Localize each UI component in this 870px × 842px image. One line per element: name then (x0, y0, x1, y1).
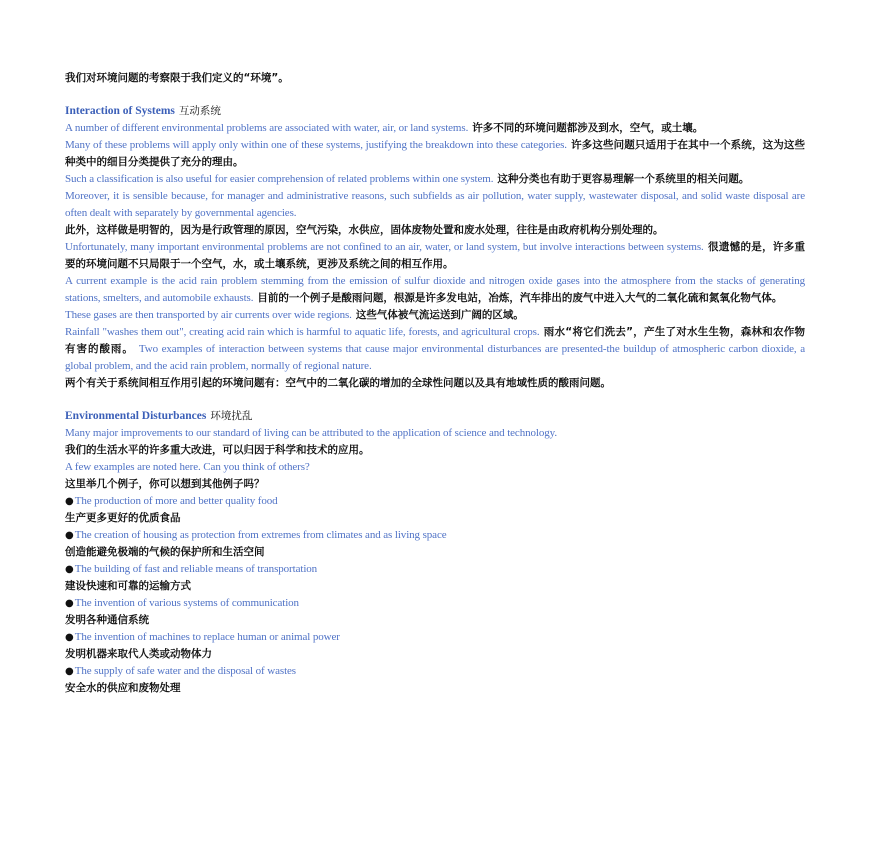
section1-title-cn: 互动系统 (178, 105, 221, 117)
list-item-cn: 发明机器来取代人类或动物体力 (65, 648, 212, 660)
list-item-cn: 创造能避免极端的气候的保护所和生活空间 (65, 546, 265, 558)
paragraph-en: Many major improvements to our standard of living can be attributed to the application of science and technology. (65, 427, 558, 439)
list-item-cn: 发明各种通信系统 (65, 614, 149, 626)
list-item-en: The production of more and better quality food (74, 495, 278, 507)
section2-title-cn: 环境扰乱 (210, 410, 253, 422)
list-item (65, 594, 805, 612)
paragraph-en: Such a classification is also useful for easier comprehension of related problems within one system. (65, 173, 494, 185)
paragraph-cn: 两个有关于系统间相互作用引起的环境问题有：空气中的二氧化碳的增加的全球性问题以及具有地域性质的酸雨问题。 (65, 377, 611, 389)
paragraph-en: A few examples are noted here. Can you think of others? (65, 461, 310, 473)
list-item-en: The invention of machines to replace human or animal power (74, 631, 340, 643)
document-page (65, 70, 805, 696)
paragraph (65, 475, 805, 492)
paragraph (65, 374, 805, 391)
paragraph (65, 458, 805, 475)
list-item-cn: 安全水的供应和废物处理 (65, 682, 181, 694)
paragraph-cn: 这里举几个例子，你可以想到其他例子吗？ (65, 478, 265, 490)
paragraph-en: Many of these problems will apply only within one of these systems, justifying the breakdown into these categories. (65, 139, 567, 151)
paragraph (65, 441, 805, 458)
bullet-list (65, 492, 805, 696)
paragraph-cn: 很遗憾的是，许多重要的环境问题不只局限于一个空气，水，或土壤系统，更涉及系统之间的相互作用。 (65, 241, 806, 270)
list-item-en: The creation of housing as protection from extremes from climates and as living space (74, 529, 447, 541)
list-item-cn: 建设快速和可靠的运输方式 (65, 580, 191, 592)
list-item (65, 662, 805, 680)
paragraph-en: These gases are then transported by air currents over wide regions. (65, 309, 352, 321)
paragraph (65, 238, 805, 272)
section1-heading (65, 102, 805, 119)
list-item-cn: 生产更多更好的优质食品 (65, 512, 181, 524)
list-item (65, 628, 805, 646)
list-item (65, 526, 805, 544)
paragraph (65, 323, 805, 374)
paragraph (65, 272, 805, 306)
paragraph (65, 170, 805, 187)
spacer (65, 391, 805, 407)
list-item (65, 560, 805, 578)
bullet-icon: ● (65, 530, 74, 541)
paragraph-cn: 雨水“将它们洗去”，产生了对水生生物，森林和农作物有害的酸雨。 (65, 326, 805, 355)
list-item (65, 492, 805, 510)
paragraph-en: Two examples of interaction between systems that cause major environmental disturbances are presented-the buildup of atmospheric carbon dioxide, a global problem, and the acid rain problem, normally of regional nature. (65, 343, 805, 372)
paragraph-en: A number of different environmental problems are associated with water, air, or land systems. (65, 122, 469, 134)
paragraph-en: Moreover, it is sensible because, for manager and administrative reasons, such subfields as air pollution, water supply, wastewater disposal, and solid waste disposal are often dealt with separately by governmental agencies. (65, 190, 805, 219)
section1-title-en: Interaction of Systems (65, 105, 175, 117)
paragraph (65, 136, 805, 170)
paragraph-en: Unfortunately, many important environmental problems are not confined to an air, water, or land system, but involve interactions between systems. (65, 241, 704, 253)
paragraph (65, 221, 805, 238)
paragraph-en: A current example is the acid rain problem stemming from the emission of sulfur dioxide and nitrogen oxide gases into the atmosphere from the stacks of generating stations, smelters, and automobile exhausts. (65, 275, 805, 304)
section2-heading (65, 407, 805, 424)
paragraph-en: Rainfall "washes them out", creating acid rain which is harmful to aquatic life, forests, and agricultural crops. (65, 326, 540, 338)
paragraph-cn: 目前的一个例子是酸雨问题，根源是许多发电站，冶炼，汽车排出的废气中进入大气的二氧化硫和氮氧化物气体。 (257, 292, 783, 304)
paragraph-cn: 这种分类也有助于更容易理解一个系统里的相关问题。 (497, 173, 750, 185)
intro-text: 我们对环境问题的考察限于我们定义的“环境”。 (65, 72, 289, 84)
bullet-icon: ● (65, 598, 74, 609)
paragraph (65, 187, 805, 221)
paragraph (65, 119, 805, 136)
list-item-en: The supply of safe water and the disposal of wastes (74, 665, 296, 677)
paragraph (65, 424, 805, 441)
paragraph-cn: 此外，这样做是明智的，因为是行政管理的原因，空气污染，水供应，固体废物处置和废水处理，往往是由政府机构分别处理的。 (65, 224, 664, 236)
section2-title-en: Environmental Disturbances (65, 410, 207, 422)
spacer (65, 86, 805, 102)
paragraph-cn: 我们的生活水平的许多重大改进，可以归因于科学和技术的应用。 (65, 444, 370, 456)
paragraph-cn: 许多这些问题只适用于在其中一个系统，这为这些种类中的细目分类提供了充分的理由。 (65, 139, 805, 168)
bullet-icon: ● (65, 496, 74, 507)
paragraph (65, 306, 805, 323)
bullet-icon: ● (65, 564, 74, 575)
bullet-icon: ● (65, 632, 74, 643)
paragraph-cn: 许多不同的环境问题都涉及到水，空气，或土壤。 (472, 122, 704, 134)
bullet-icon: ● (65, 666, 74, 677)
paragraph-cn: 这些气体被气流运送到广阔的区域。 (355, 309, 524, 321)
list-item-en: The building of fast and reliable means of transportation (74, 563, 318, 575)
list-item-en: The invention of various systems of communication (74, 597, 299, 609)
